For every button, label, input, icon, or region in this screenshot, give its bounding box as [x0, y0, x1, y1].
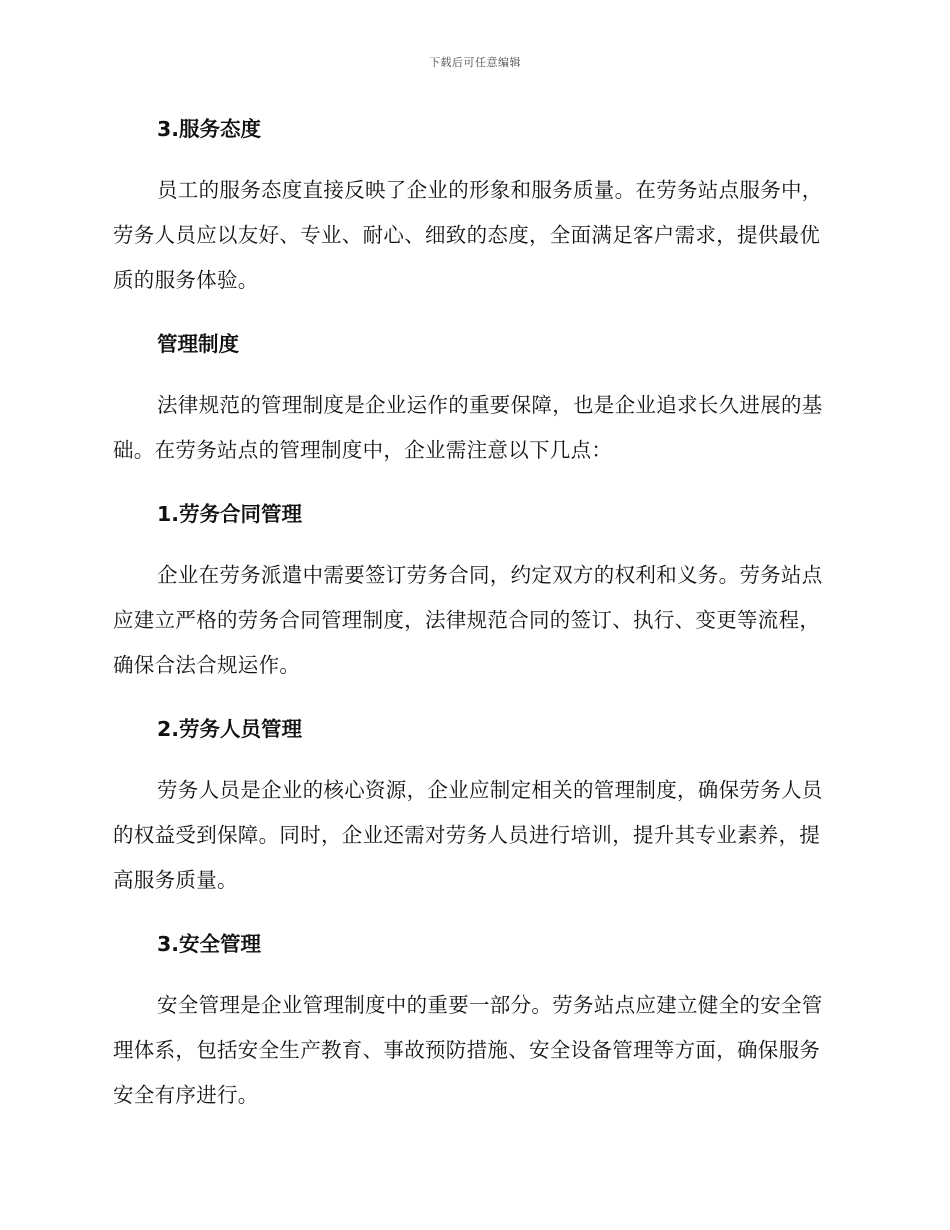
section-heading: 3.服务态度 — [157, 117, 262, 141]
section-heading: 2.劳务人员管理 — [157, 717, 303, 741]
section-heading: 管理制度 — [157, 332, 239, 356]
section-paragraph: 企业在劳务派遣中需要签订劳务合同，约定双方的权利和义务。劳务站点应建立严格的劳务合同管理制度，法律规范合同的签订、执行、变更等流程，确保合法合规运作。 — [113, 563, 823, 677]
document-body — [113, 113, 837, 1118]
section-heading: 3.安全管理 — [157, 932, 262, 956]
page-header: 下载后可任意编辑 — [429, 56, 521, 69]
section-paragraph: 员工的服务态度直接反映了企业的形象和服务质量。在劳务站点服务中，劳务人员应以友好、专业、耐心、细致的态度，全面满足客户需求，提供最优质的服务体验。 — [113, 178, 823, 292]
section-paragraph: 劳务人员是企业的核心资源，企业应制定相关的管理制度，确保劳务人员的权益受到保障。同时，企业还需对劳务人员进行培训，提升其专业素养，提高服务质量。 — [113, 778, 823, 892]
section-paragraph: 法律规范的管理制度是企业运作的重要保障，也是企业追求长久进展的基础。在劳务站点的管理制度中，企业需注意以下几点： — [113, 393, 823, 462]
section-paragraph: 安全管理是企业管理制度中的重要一部分。劳务站点应建立健全的安全管理体系，包括安全生产教育、事故预防措施、安全设备管理等方面，确保服务安全有序进行。 — [113, 993, 823, 1107]
section-heading: 1.劳务合同管理 — [157, 502, 303, 526]
